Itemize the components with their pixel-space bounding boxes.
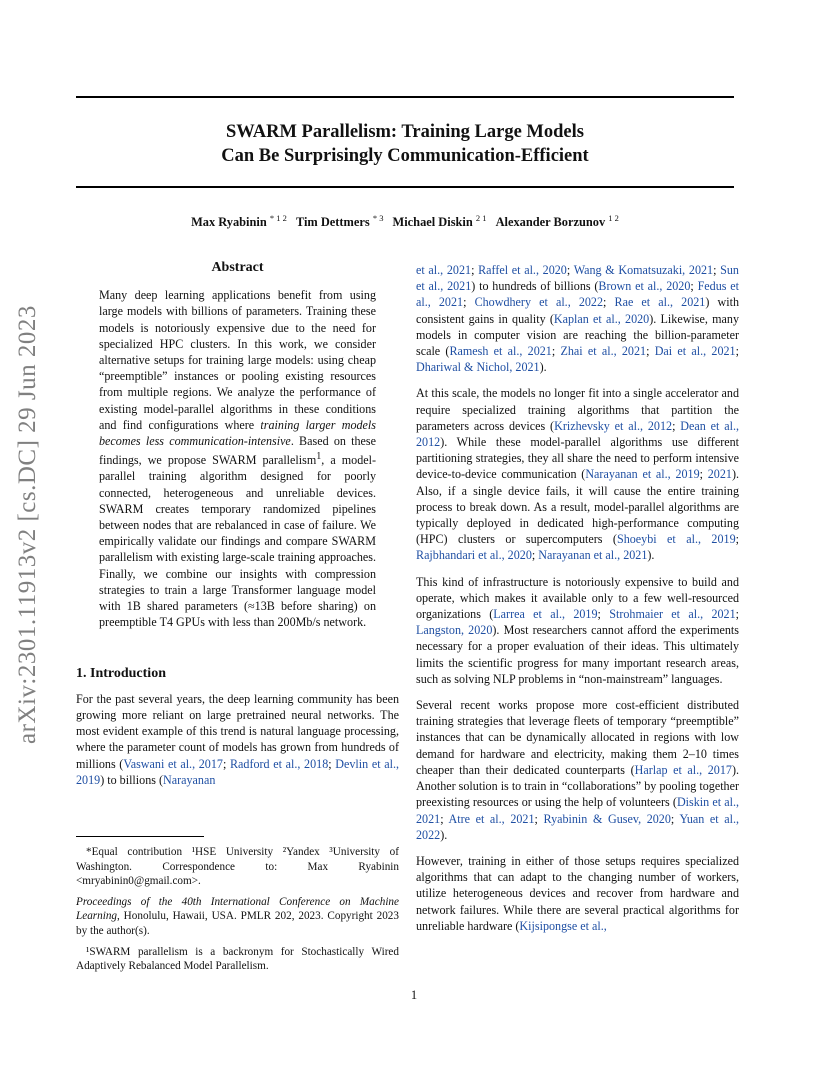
citation-link[interactable]: Radford et al., 2018 bbox=[229, 756, 329, 771]
citation-link[interactable]: Larrea et al., 2019 bbox=[493, 607, 598, 622]
section-heading-introduction: 1. Introduction bbox=[76, 665, 166, 681]
author: Michael Diskin $^{2 1}$ bbox=[392, 213, 487, 230]
arxiv-stamp: arXiv:2301.11913v2 [cs.DC] 29 Jun 2023 bbox=[14, 305, 41, 745]
author: Tim Dettmers $^{* 3}$ bbox=[295, 213, 384, 230]
citation-link[interactable]: Chowdhery et al., 2022 bbox=[474, 295, 604, 310]
citation-link[interactable]: Brown et al., 2020 bbox=[598, 279, 691, 294]
author: Max Ryabinin $^{* 1 2}$ bbox=[191, 213, 287, 230]
citation-link[interactable]: Kijsipongse et al., bbox=[519, 918, 607, 933]
citation-link[interactable]: Rae et al., 2021 bbox=[614, 295, 706, 310]
citation-link[interactable]: Narayanan et al., 2021 bbox=[538, 548, 648, 563]
citation-link[interactable]: Harlap et al., 2017 bbox=[634, 762, 732, 777]
author-list bbox=[76, 213, 734, 230]
citation-link[interactable]: Kaplan et al., 2020 bbox=[553, 311, 650, 326]
citation-link[interactable]: Zhai et al., 2021 bbox=[560, 344, 647, 359]
citation-link[interactable]: et al., 2021 bbox=[416, 263, 472, 277]
abstract-emphasis: training larger models becomes less communication-intensive bbox=[99, 417, 376, 449]
citation-link[interactable]: Shoeybi et al., 2019 bbox=[616, 532, 736, 547]
citation-link[interactable]: Ramesh et al., 2021 bbox=[449, 344, 552, 359]
citation-link[interactable]: Narayanan bbox=[163, 772, 216, 787]
right-column bbox=[416, 262, 739, 944]
citation-link[interactable]: Sun et al., 2021 bbox=[416, 263, 739, 294]
citation-link[interactable]: Rajbhandari et al., 2020 bbox=[416, 548, 532, 563]
citation-link[interactable]: Diskin et al., 2021 bbox=[416, 795, 739, 826]
citation-link[interactable]: 2021 bbox=[707, 467, 732, 482]
body-paragraph: This kind of infrastructure is notoriously expensive to build and operate, which makes it available only to a few well-resourced organizations (Larrea et al., 2019; Strohmaier et al., 2021; Langston, 2020). Most researchers cannot afford the experiments necessary for a proper evaluation of their ideas. This ultimately limits the scientific progress for many important research areas, such as solving NLP problems in “non-mainstream” languages. bbox=[416, 574, 740, 686]
citation-link[interactable]: Strohmaier et al., 2021 bbox=[609, 607, 736, 622]
citation-link[interactable]: Raffel et al., 2020 bbox=[478, 263, 567, 277]
citation-link[interactable]: Narayanan et al., 2019 bbox=[585, 467, 700, 482]
body-paragraph: et al., 2021; Raffel et al., 2020; Wang & Komatsuzaki, 2021; Sun et al., 2021) to hundreds of billions (Brown et al., 2020; Fedus et al., 2021; Chowdhery et al., 2022; Rae et al., 2021) with consistent gains in quality (Kaplan et al., 2020). Likewise, many models in computer vision are reaching the billion-parameter scale (Ramesh et al., 2021; Zhai et al., 2021; Dai et al., 2021; Dhariwal & Nichol, 2021). bbox=[416, 263, 739, 375]
body-paragraph: At this scale, the models no longer fit into a single accelerator and require specialized training algorithms that partition the parameters across devices (Krizhevsky et al., 2012; Dean et al., 2012). While these model-parallel algorithms use different partitioning strategies, they all share the need to perform intensive device-to-device communication (Narayanan et al., 2019; 2021). Also, if a single device fails, it will cause the entire training process to break down. As a result, model-parallel algorithms are typically deployed in dedicated high-performance computing (HPC) clusters or supercomputers (Shoeybi et al., 2019; Rajbhandari et al., 2020; Narayanan et al., 2021). bbox=[416, 386, 739, 563]
title-line-1: SWARM Parallelism: Training Large Models bbox=[226, 122, 584, 142]
citation-link[interactable]: Krizhevsky et al., 2012 bbox=[554, 418, 673, 433]
title-rule-top bbox=[76, 96, 734, 98]
citation-link[interactable]: Dhariwal & Nichol, 2021 bbox=[416, 360, 540, 375]
intro-paragraph: For the past several years, the deep learning community has been growing more reliant on large pretrained neural networks. The most evident example of this trend is natural language processing, where the parameter count of models has grown from hundreds of millions (Vaswani et al., 2017; Radford et al., 2018; Devlin et al., 2019) to billions (Narayanan bbox=[76, 691, 399, 787]
left-column bbox=[76, 260, 399, 798]
footnote-affiliations: *Equal contribution ¹HSE University ²Yandex ³University of Washington. Correspondence to: Max Ryabinin <mryabinin0@gmail.com>. bbox=[76, 846, 399, 888]
page-number: 1 bbox=[410, 988, 418, 1002]
citation-link[interactable]: Dean et al., 2012 bbox=[416, 418, 739, 450]
footnotes bbox=[76, 836, 399, 980]
title-rule-bottom bbox=[76, 186, 734, 188]
title-line-2: Can Be Surprisingly Communication-Efficient bbox=[221, 146, 589, 166]
citation-link[interactable]: Ryabinin & Gusev, 2020 bbox=[543, 811, 671, 826]
footnote-rule bbox=[76, 836, 204, 837]
abstract-body: Many deep learning applications benefit from using large models with billions of parameters. Training these models is notoriously expensive due to the need for specialized HPC clusters. In this work, we consider alternative setups for training large models: using cheap “preemptible” instances or pooling existing resources from multiple regions. We analyze the performance of existing model-parallel algorithms in these conditions and find configurations where training larger models becomes less communication-intensive. Based on these findings, we propose SWARM parallelism$^1$, a model-parallel training algorithm designed for poorly connected, heterogeneous and unreliable devices. SWARM creates temporary randomized pipelines between nodes that are rebalanced in case of failure. We empirically validate our findings and compare SWARM parallelism with existing large-scale training approaches. Finally, we combine our insights with compression strategies to train a large Transformer language model with 1B shared parameters (≈13B before sharing) on preemptible T4 GPUs with less than 200Mb/s network. bbox=[99, 288, 377, 630]
footnote-marker[interactable]: 1 bbox=[316, 451, 322, 463]
author: Alexander Borzunov $^{1 2}$ bbox=[495, 213, 619, 230]
citation-link[interactable]: Wang & Komatsuzaki, 2021 bbox=[573, 263, 714, 277]
citation-link[interactable]: Atre et al., 2021 bbox=[448, 811, 535, 826]
citation-link[interactable]: Langston, 2020 bbox=[416, 623, 493, 638]
body-paragraph: Several recent works propose more cost-efficient distributed training strategies that leverage fleets of temporary “preemptible” instances that can be dynamically allocated in regions with low demand for hardware and electricity, making them 2–10 times cheaper than their dedicated counterparts (Harlap et al., 2017). Another solution is to train in “collaborations” by pooling together preexisting resources or using the help of volunteers (Diskin et al., 2021; Atre et al., 2021; Ryabinin & Gusev, 2020; Yuan et al., 2022). bbox=[416, 698, 740, 842]
citation-link[interactable]: Yuan et al., 2022 bbox=[416, 811, 740, 842]
citation-link[interactable]: Vaswani et al., 2017 bbox=[123, 756, 223, 771]
citation-link[interactable]: Devlin et al., 2019 bbox=[76, 756, 399, 787]
footnote-1: ¹SWARM parallelism is a backronym for Stochastically Wired Adaptively Rebalanced Model Parallelism. bbox=[76, 945, 399, 973]
abstract-heading: Abstract bbox=[211, 260, 264, 275]
footnote-proceedings: Proceedings of the 40th International Conference on Machine Learning, Honolulu, Hawaii, USA. PMLR 202, 2023. Copyright 2023 by the author(s). bbox=[76, 895, 399, 937]
body-paragraph: However, training in either of those setups requires specialized algorithms that can adapt to the changing number of workers, utilize heterogeneous devices and recover from hardware and network failures. While there are several practical algorithms for unreliable hardware (Kijsipongse et al., bbox=[416, 853, 739, 933]
citation-link[interactable]: Fedus et al., 2021 bbox=[416, 279, 739, 310]
paper-title bbox=[76, 120, 734, 168]
citation-link[interactable]: Dai et al., 2021 bbox=[654, 344, 736, 359]
